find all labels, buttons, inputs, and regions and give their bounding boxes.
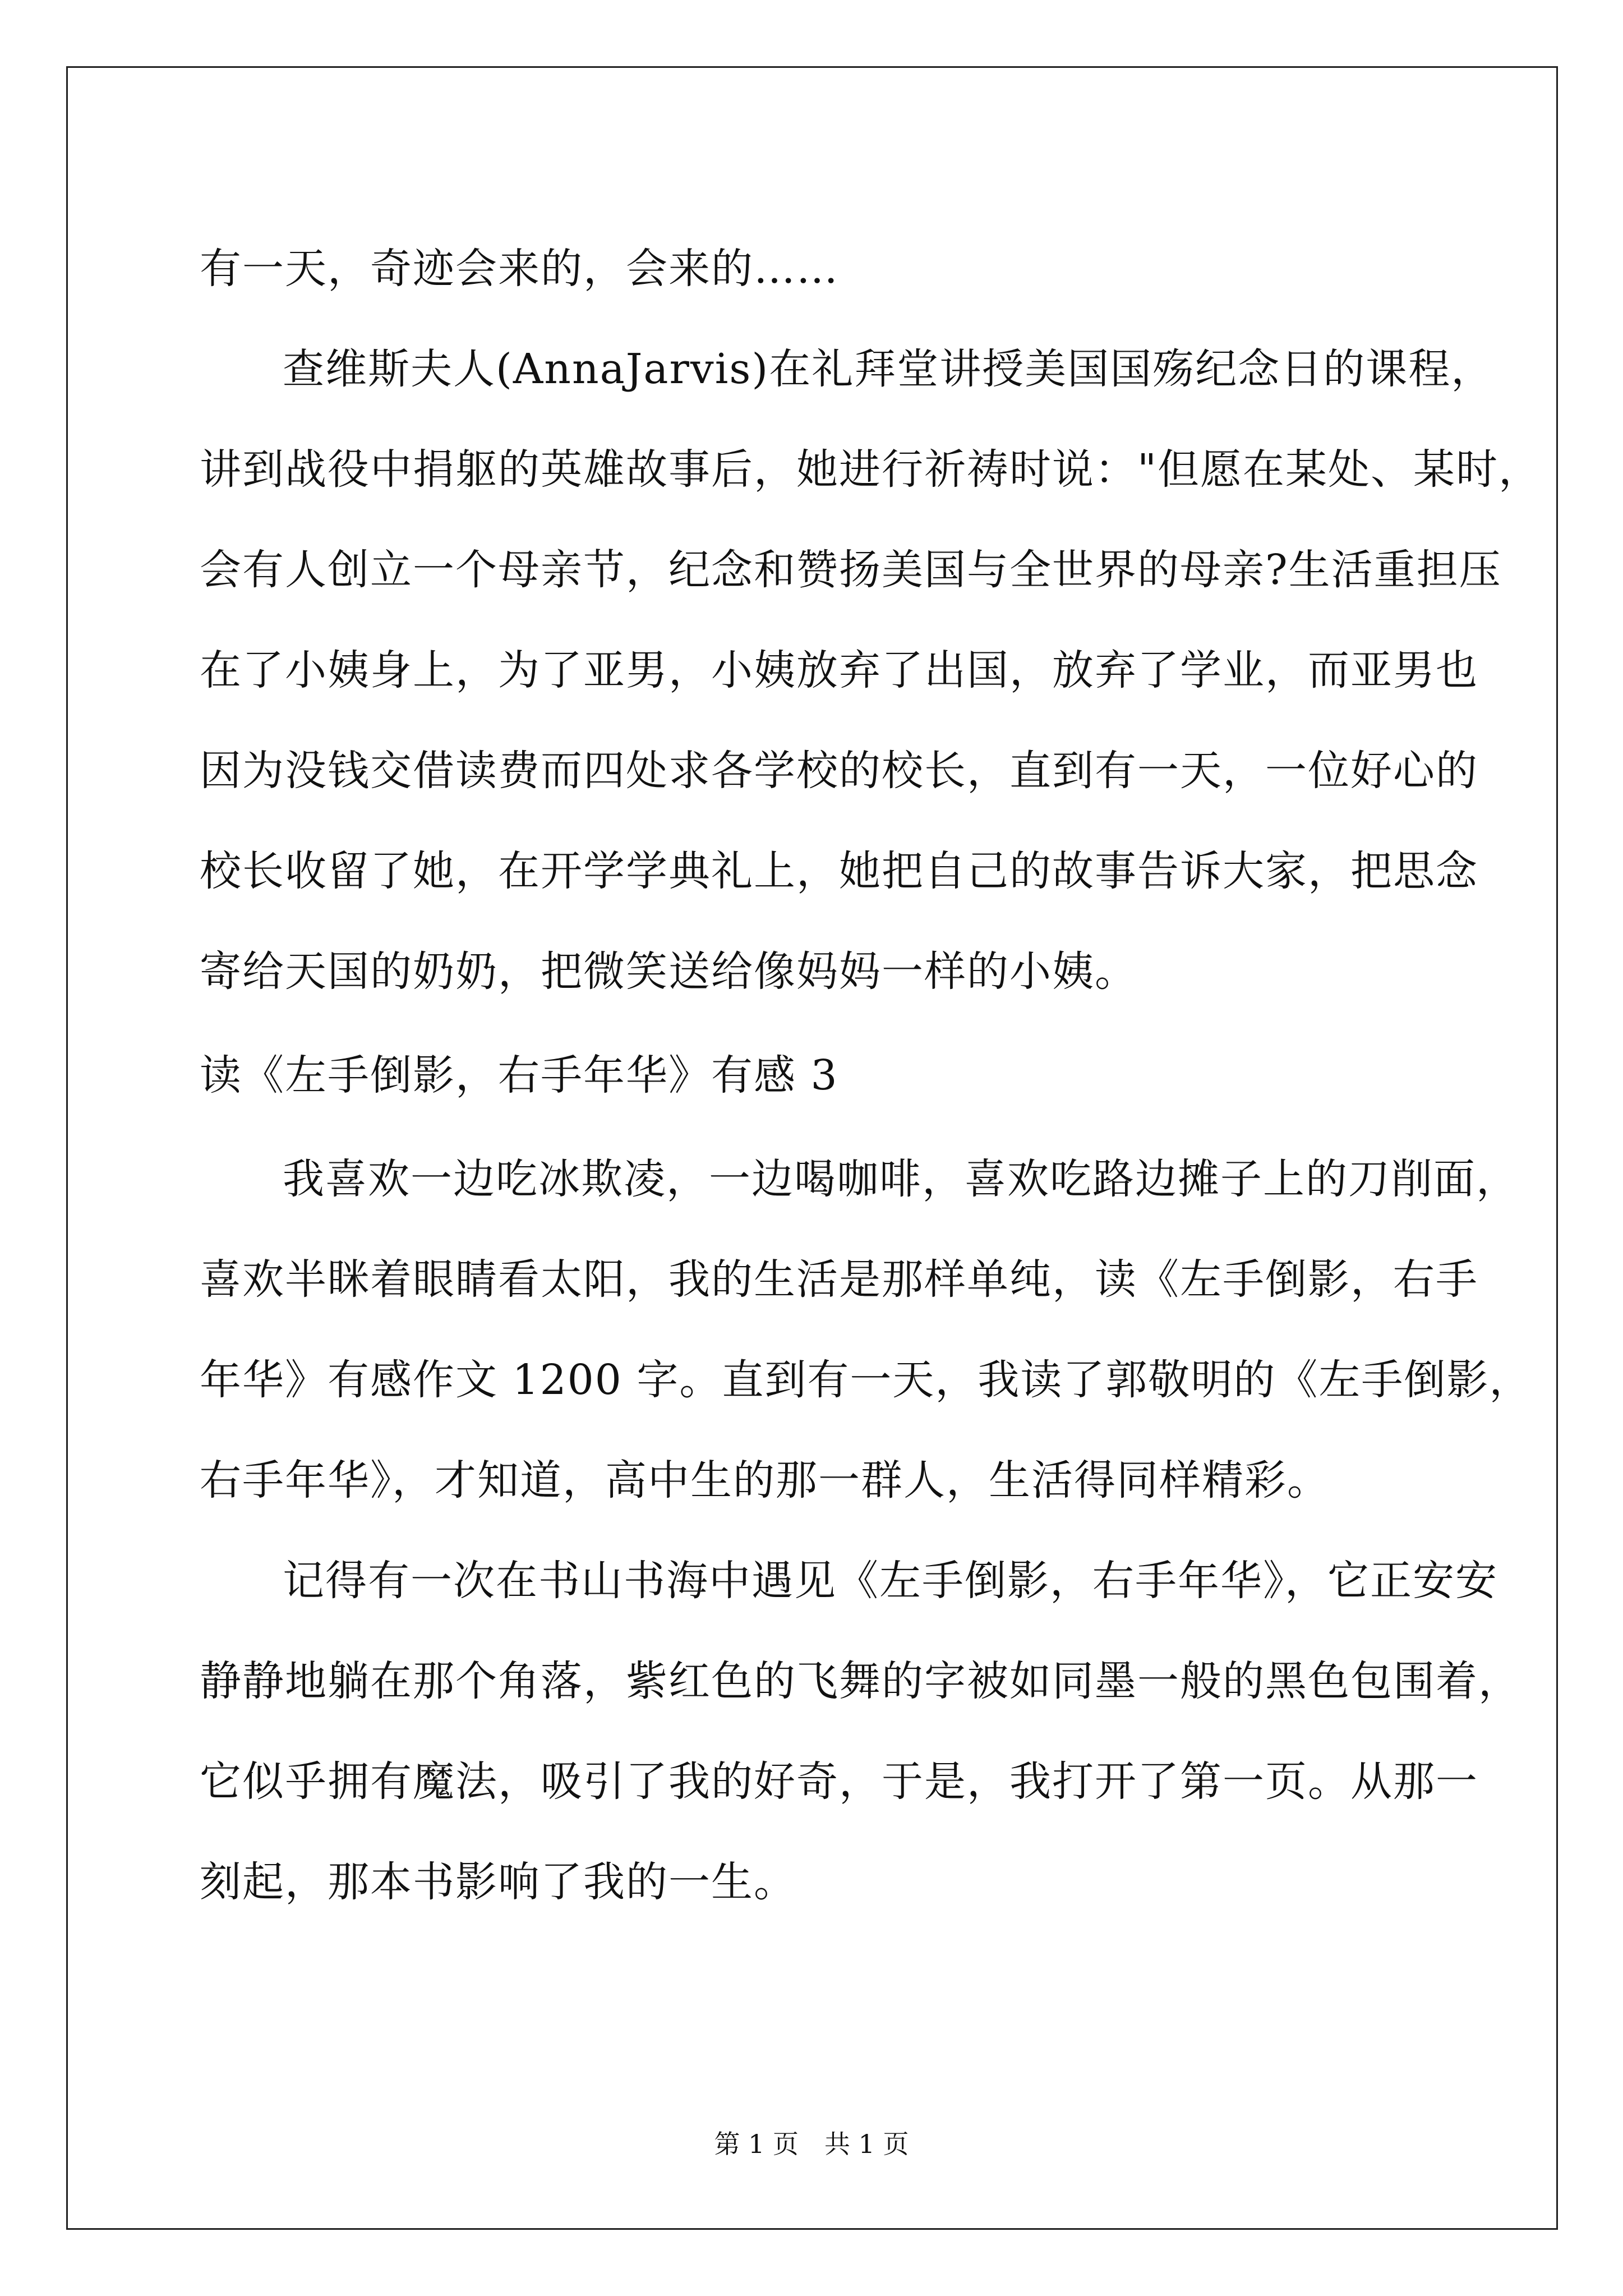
text-line: 喜欢半眯着眼睛看太阳，我的生活是那样单纯，读《左手倒影，右手 bbox=[200, 1255, 1478, 1304]
text-line: 它似乎拥有魔法，吸引了我的好奇，于是，我打开了第一页。从那一 bbox=[200, 1757, 1478, 1806]
text-line: 有一天，奇迹会来的，会来的…… bbox=[200, 245, 839, 293]
paragraph-line: 我喜欢一边吃冰欺凌，一边喝咖啡，喜欢吃路边摊子上的刀削面， bbox=[283, 1155, 1519, 1203]
text-line: 刻起，那本书影响了我的一生。 bbox=[200, 1858, 796, 1906]
text-line: 校长收留了她，在开学学典礼上，她把自己的故事告诉大家，把思念 bbox=[200, 847, 1478, 895]
text-line: 静静地躺在那个角落，紫红色的飞舞的字被如同墨一般的黑色包围着， bbox=[200, 1657, 1521, 1705]
paragraph-line: 查维斯夫人(AnnaJarvis)在礼拜堂讲授美国国殇纪念日的课程， bbox=[283, 345, 1494, 393]
text-line: 在了小姨身上，为了亚男，小姨放弃了出国，放弃了学业，而亚男也 bbox=[200, 646, 1478, 694]
document-body bbox=[200, 219, 1542, 1932]
text-line: 因为没钱交借读费而四处求各学校的校长，直到有一天，一位好心的 bbox=[200, 747, 1478, 795]
page-footer: 第 1 页 共 1 页 bbox=[714, 2129, 909, 2159]
text-line: 年华》有感作文 1200 字。直到有一天，我读了郭敬明的《左手倒影， bbox=[200, 1356, 1532, 1404]
text-line: 寄给天国的奶奶，把微笑送给像妈妈一样的小姨。 bbox=[200, 947, 1137, 996]
text-line: 右手年华》，才知道，高中生的那一群人，生活得同样精彩。 bbox=[200, 1456, 1330, 1504]
section-heading: 读《左手倒影，右手年华》有感 3 bbox=[200, 1051, 838, 1099]
paragraph-line: 记得有一次在书山书海中遇见《左手倒影，右手年华》，它正安安 bbox=[283, 1557, 1498, 1605]
text-line: 讲到战役中捐躯的英雄故事后，她进行祈祷时说："但愿在某处、某时， bbox=[200, 445, 1542, 494]
text-line: 会有人创立一个母亲节，纪念和赞扬美国与全世界的母亲?生活重担压 bbox=[200, 546, 1502, 594]
